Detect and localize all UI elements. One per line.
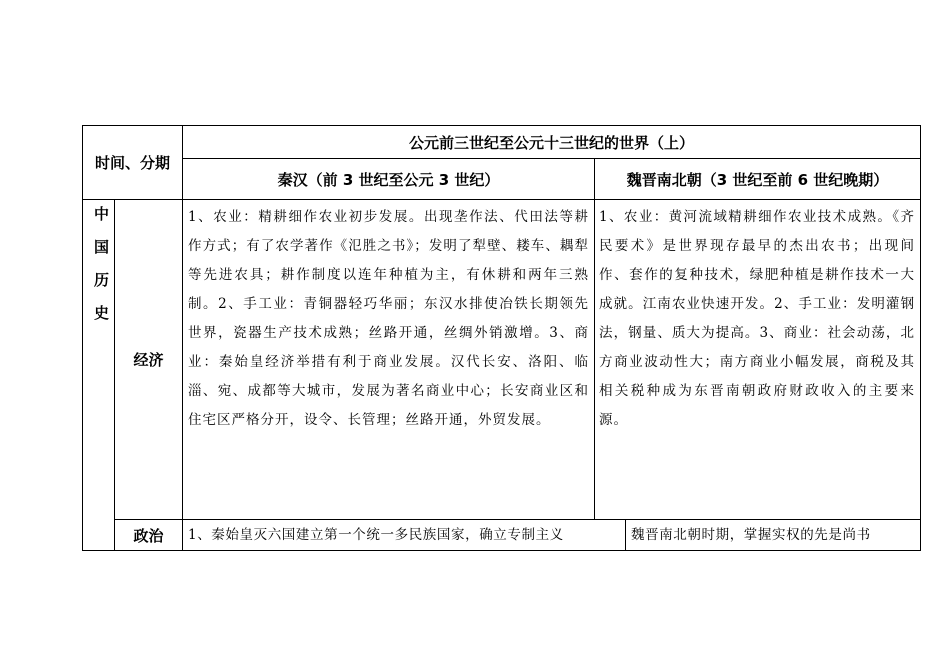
table-border-right [920,125,921,551]
era-divider-lower [625,519,626,551]
era-divider-upper [594,158,595,519]
row-group-label: 中国历史 [92,206,110,338]
row-label-politics: 政治 [133,526,164,545]
table-border-bottom [82,550,921,551]
header-bottom-line [82,199,921,200]
period-header: 时间、分期 [94,154,170,172]
economy-qinhan-cell: 1、农业：精耕细作农业初步发展。出现垄作法、代田法等耕作方式；有了农学著作《氾胜之书》；发明了犁壁、耧车、耦犁等先进农具；耕作制度以连年种植为主，有休耕和两年三熟制。2、手工业：青铜器轻巧华丽；东汉水排使冶铁长期领先世界，瓷器生产技术成熟；丝路开通，丝绸外销激增。3、商业：秦始皇经济举措有利于商业发展。汉代长安、洛阳、临淄、宛、成都等大城市，发展为著名商业中心；长安商业区和住宅区严格分开，设令、长管理；丝路开通，外贸发展。 [188,209,589,428]
economy-weijin-cell: 1、农业：黄河流域精耕细作农业技术成熟。《齐民要术》是世界现存最早的杰出农书；出现间作、套作的复种技术，绿肥种植是耕作技术一大成就。江南农业快速开发。2、手工业：发明灌钢法，钢量、质大为提高。3、商业：社会动荡，北方商业波动性大；南方商业小幅发展，商税及其相关税种成为东晋南朝政府财政收入的主要来源。 [599,209,915,428]
politics-weijin-cell: 魏晋南北朝时期，掌握实权的先是尚书 [631,527,871,543]
row-label-economy: 经济 [133,351,164,369]
politics-qinhan-cell: 1、秦始皇灭六国建立第一个统一多民族国家，确立专制主义 [188,527,564,543]
page-title: 公元前三世纪至公元十三世纪的世界（上） [408,133,694,152]
column-header-weijin: 魏晋南北朝（3 世纪至前 6 世纪晚期） [626,170,889,189]
column-header-qinhan: 秦汉（前 3 世纪至公元 3 世纪） [277,170,500,189]
